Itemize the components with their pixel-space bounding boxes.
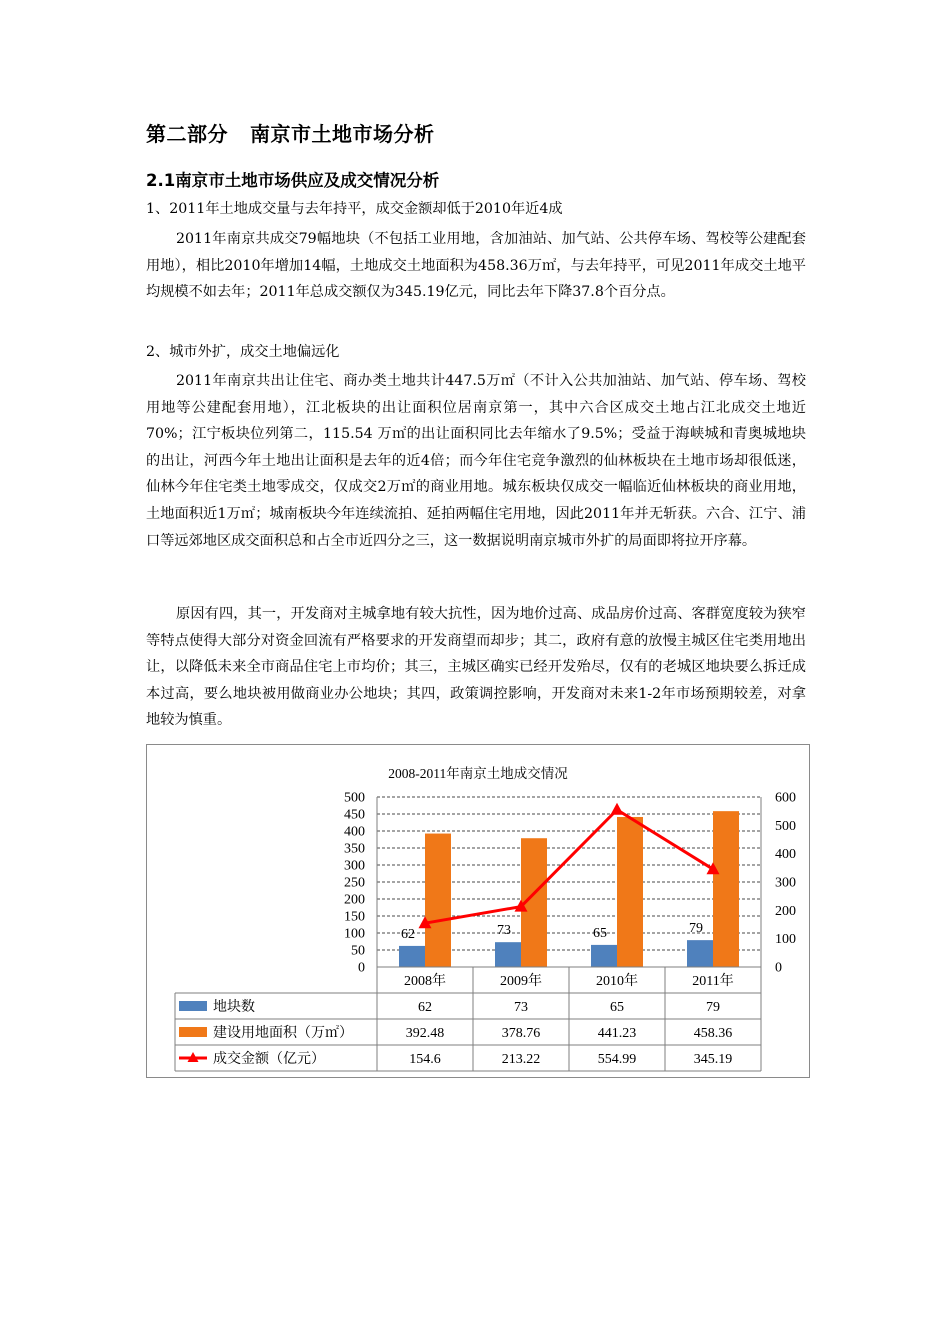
land-transaction-chart: [146, 744, 810, 1078]
left-axis-tick-label: 0: [358, 960, 365, 976]
left-axis-tick-label: 500: [344, 790, 365, 806]
legend-swatch: [179, 1001, 207, 1011]
left-axis-tick-label: 100: [344, 926, 365, 942]
table-cell-value: 458.36: [693, 1026, 733, 1041]
table-cell-value: 65: [610, 1000, 624, 1015]
right-axis-tick-label: 200: [775, 903, 796, 919]
paragraph-body-3: 原因有四，其一，开发商对主城拿地有较大抗性，因为地价过高、成品房价过高、客群宽度较为狭窄等特点使得大部分对资金回流有严格要求的开发商望而却步；其二，政府有意的放慢主城区住宅类用地出让，以降低未来全市商品住宅上市均价；其三，主城区确实已经开发殆尽，仅有的老城区地块要么拆迁成本过高，要么地块被用做商业办公地块；其四，政策调控影响，开发商对未来1-2年市场预期较差，对拿地较为慎重。: [146, 606, 806, 729]
category-label: 2009年: [500, 974, 542, 989]
bar-parcel-count: [687, 940, 713, 967]
subsection-title: 2.1南京市土地市场供应及成交情况分析: [146, 171, 440, 190]
bar-data-label: 65: [593, 925, 607, 941]
section-title: [146, 118, 435, 147]
legend-swatch: [179, 1027, 207, 1037]
transaction-amount-marker: [611, 803, 624, 815]
left-axis-tick-label: 200: [344, 892, 365, 908]
left-axis-tick-label: 300: [344, 858, 365, 874]
chart-bars: [399, 811, 739, 967]
right-axis-tick-label: 0: [775, 960, 782, 976]
paragraph-body-2: 2011年南京共出让住宅、商办类土地共计447.5万㎡（不计入公共加油站、加气站、停车场、驾校用地等公建配套用地），江北板块的出让面积位居南京第一，其中六合区成交土地占江北成交土地近 70%；江宁板块位列第二，115.54 万㎡的出让面积同比去年缩水了9.5%；受益于海峡城和青奥城地块的出让，河西今年土地出让面积是去年的近4倍；而今年住宅竞争激烈的仙林板块在土地市场却很低迷，仙林今年住宅类土地零成交，仅成交2万㎡的商业用地。城东板块仅成交一幅临近仙林板块的商业用地，土地面积近1万㎡；城南板块今年连续流拍、延拍两幅住宅用地，因此2011年并无斩获。六合、江宁、浦口等远郊地区成交面积总和占全市近四分之三，这一数据说明南京城市外扩的局面即将拉开序幕。: [146, 373, 806, 549]
right-axis-tick-label: 500: [775, 818, 796, 834]
table-cell-value: 441.23: [597, 1026, 637, 1041]
section-name: 南京市土地市场分析: [250, 122, 435, 146]
paragraph-body-1: 2011年南京共成交79幅地块（不包括工业用地，含加油站、加气站、公共停车场、驾校等公建配套用地），相比2010年增加14幅，土地成交土地面积为458.36万㎡，与去年持平，可见2011年成交土地平均规模不如去年；2011年总成交额仅为345.19亿元，同比去年下降37.8个百分点。: [146, 231, 806, 301]
paragraph-heading-2: 2、城市外扩，成交土地偏远化: [146, 344, 340, 360]
legend-label: 地块数: [213, 1000, 255, 1015]
table-cell-value: 345.19: [693, 1052, 733, 1067]
section-number: 第二部分: [146, 122, 228, 146]
bar-land-area: [713, 811, 739, 967]
legend-label: 建设用地面积（万㎡）: [213, 1026, 353, 1041]
left-axis-tick-label: 350: [344, 841, 365, 857]
table-cell-value: 62: [418, 1000, 432, 1015]
bar-data-label: 73: [497, 923, 511, 939]
chart-title: 2008-2011年南京土地成交情况: [388, 766, 568, 781]
left-axis-tick-label: 250: [344, 875, 365, 891]
bar-parcel-count: [591, 945, 617, 967]
transaction-amount-line: [425, 810, 713, 923]
right-axis-tick-label: 400: [775, 847, 796, 863]
table-cell-value: 79: [706, 1000, 720, 1015]
category-label: 2010年: [596, 974, 638, 989]
bar-land-area: [425, 834, 451, 967]
table-cell-value: 554.99: [597, 1052, 637, 1067]
table-cell-value: 378.76: [501, 1026, 541, 1041]
category-label: 2011年: [692, 974, 734, 989]
right-axis-tick-label: 600: [775, 790, 796, 806]
chart-data-table: [175, 967, 761, 1071]
paragraph-heading-1: 1、2011年土地成交量与去年持平，成交金额却低于2010年近4成: [146, 201, 563, 217]
left-axis-tick-label: 50: [351, 943, 365, 959]
table-cell-value: 213.22: [501, 1052, 541, 1067]
chart-svg: [147, 745, 809, 1077]
left-axis-tick-label: 150: [344, 909, 365, 925]
category-label: 2008年: [404, 974, 446, 989]
right-axis-tick-label: 300: [775, 875, 796, 891]
table-cell-value: 73: [514, 1000, 528, 1015]
left-axis-tick-label: 450: [344, 807, 365, 823]
left-axis-tick-label: 400: [344, 824, 365, 840]
table-cell-value: 392.48: [405, 1026, 445, 1041]
legend-label: 成交金额（亿元）: [213, 1052, 325, 1067]
bar-data-label: 79: [689, 921, 703, 937]
bar-parcel-count: [495, 942, 521, 967]
bar-parcel-count: [399, 946, 425, 967]
bar-land-area: [617, 817, 643, 967]
table-cell-value: 154.6: [409, 1052, 441, 1067]
bar-data-label: 62: [401, 926, 415, 942]
right-axis-tick-label: 100: [775, 932, 796, 948]
